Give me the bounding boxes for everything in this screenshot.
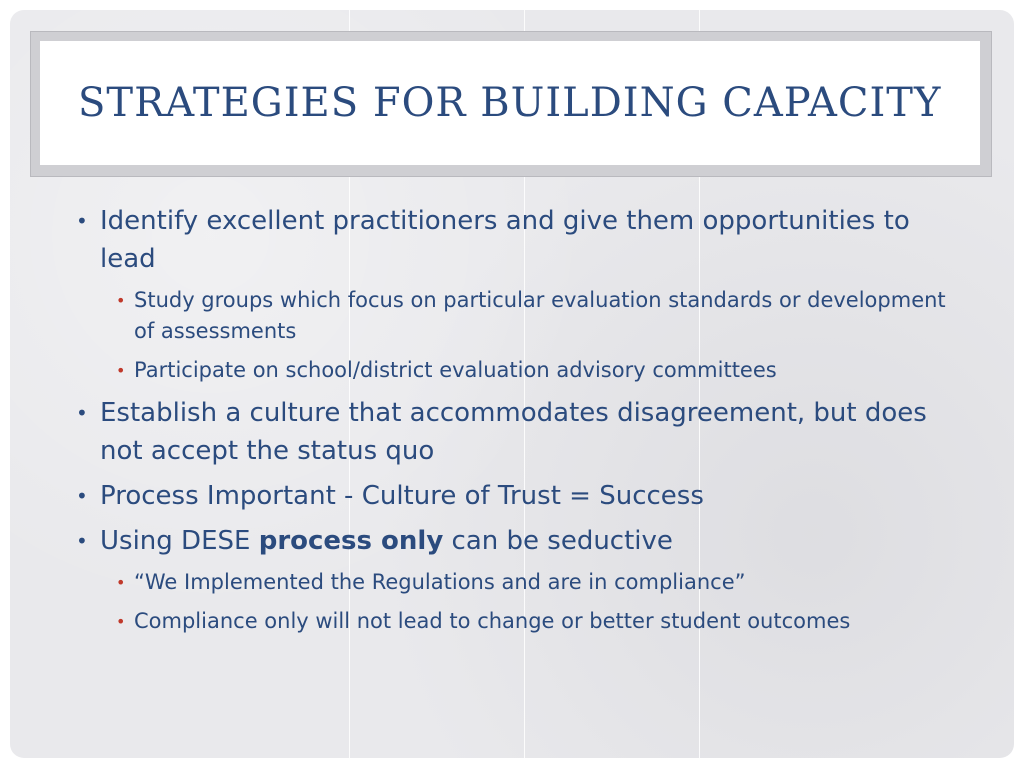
bullet-text: Identify excellent practitioners and give them opportunities to lead: [100, 206, 910, 274]
sub-bullet-dot-icon: •: [116, 573, 126, 592]
bullet-dot-icon: •: [76, 484, 88, 508]
bullet-item: [72, 477, 972, 515]
sub-bullet-text: Study groups which focus on particular evaluation standards or development of assessments: [134, 288, 946, 343]
bullet-dot-icon: •: [76, 209, 88, 233]
sub-bullet-dot-icon: •: [116, 612, 126, 631]
title-box: [40, 41, 980, 165]
bullet-text-emphasis: process only: [258, 526, 444, 556]
sub-bullet-text: Participate on school/district evaluation advisory committees: [134, 358, 777, 382]
bullet-item: [72, 394, 972, 470]
bullet-item: [72, 522, 972, 560]
bullet-dot-icon: •: [76, 529, 88, 553]
bullet-text-end: can be seductive: [443, 526, 673, 556]
sub-bullet-dot-icon: •: [116, 291, 126, 310]
sub-bullet-item: [72, 606, 972, 637]
sub-bullet-dot-icon: •: [116, 361, 126, 380]
sub-bullet-item: [72, 567, 972, 598]
bullet-item: [72, 202, 972, 278]
sub-bullet-item: [72, 285, 972, 347]
bullet-text: Establish a culture that accommodates disagreement, but does not accept the status quo: [100, 398, 927, 466]
bullet-dot-icon: •: [76, 401, 88, 425]
sub-bullet-item: [72, 355, 972, 386]
slide-content: [72, 202, 972, 645]
sub-bullet-text: “We Implemented the Regulations and are in compliance”: [134, 570, 746, 594]
slide: [10, 10, 1014, 758]
bullet-text-start: Using DESE: [100, 526, 259, 556]
sub-bullet-text: Compliance only will not lead to change or better student outcomes: [134, 609, 851, 633]
bullet-text: Process Important - Culture of Trust = Success: [100, 481, 704, 511]
slide-title: STRATEGIES FOR BUILDING CAPACITY: [78, 80, 942, 126]
